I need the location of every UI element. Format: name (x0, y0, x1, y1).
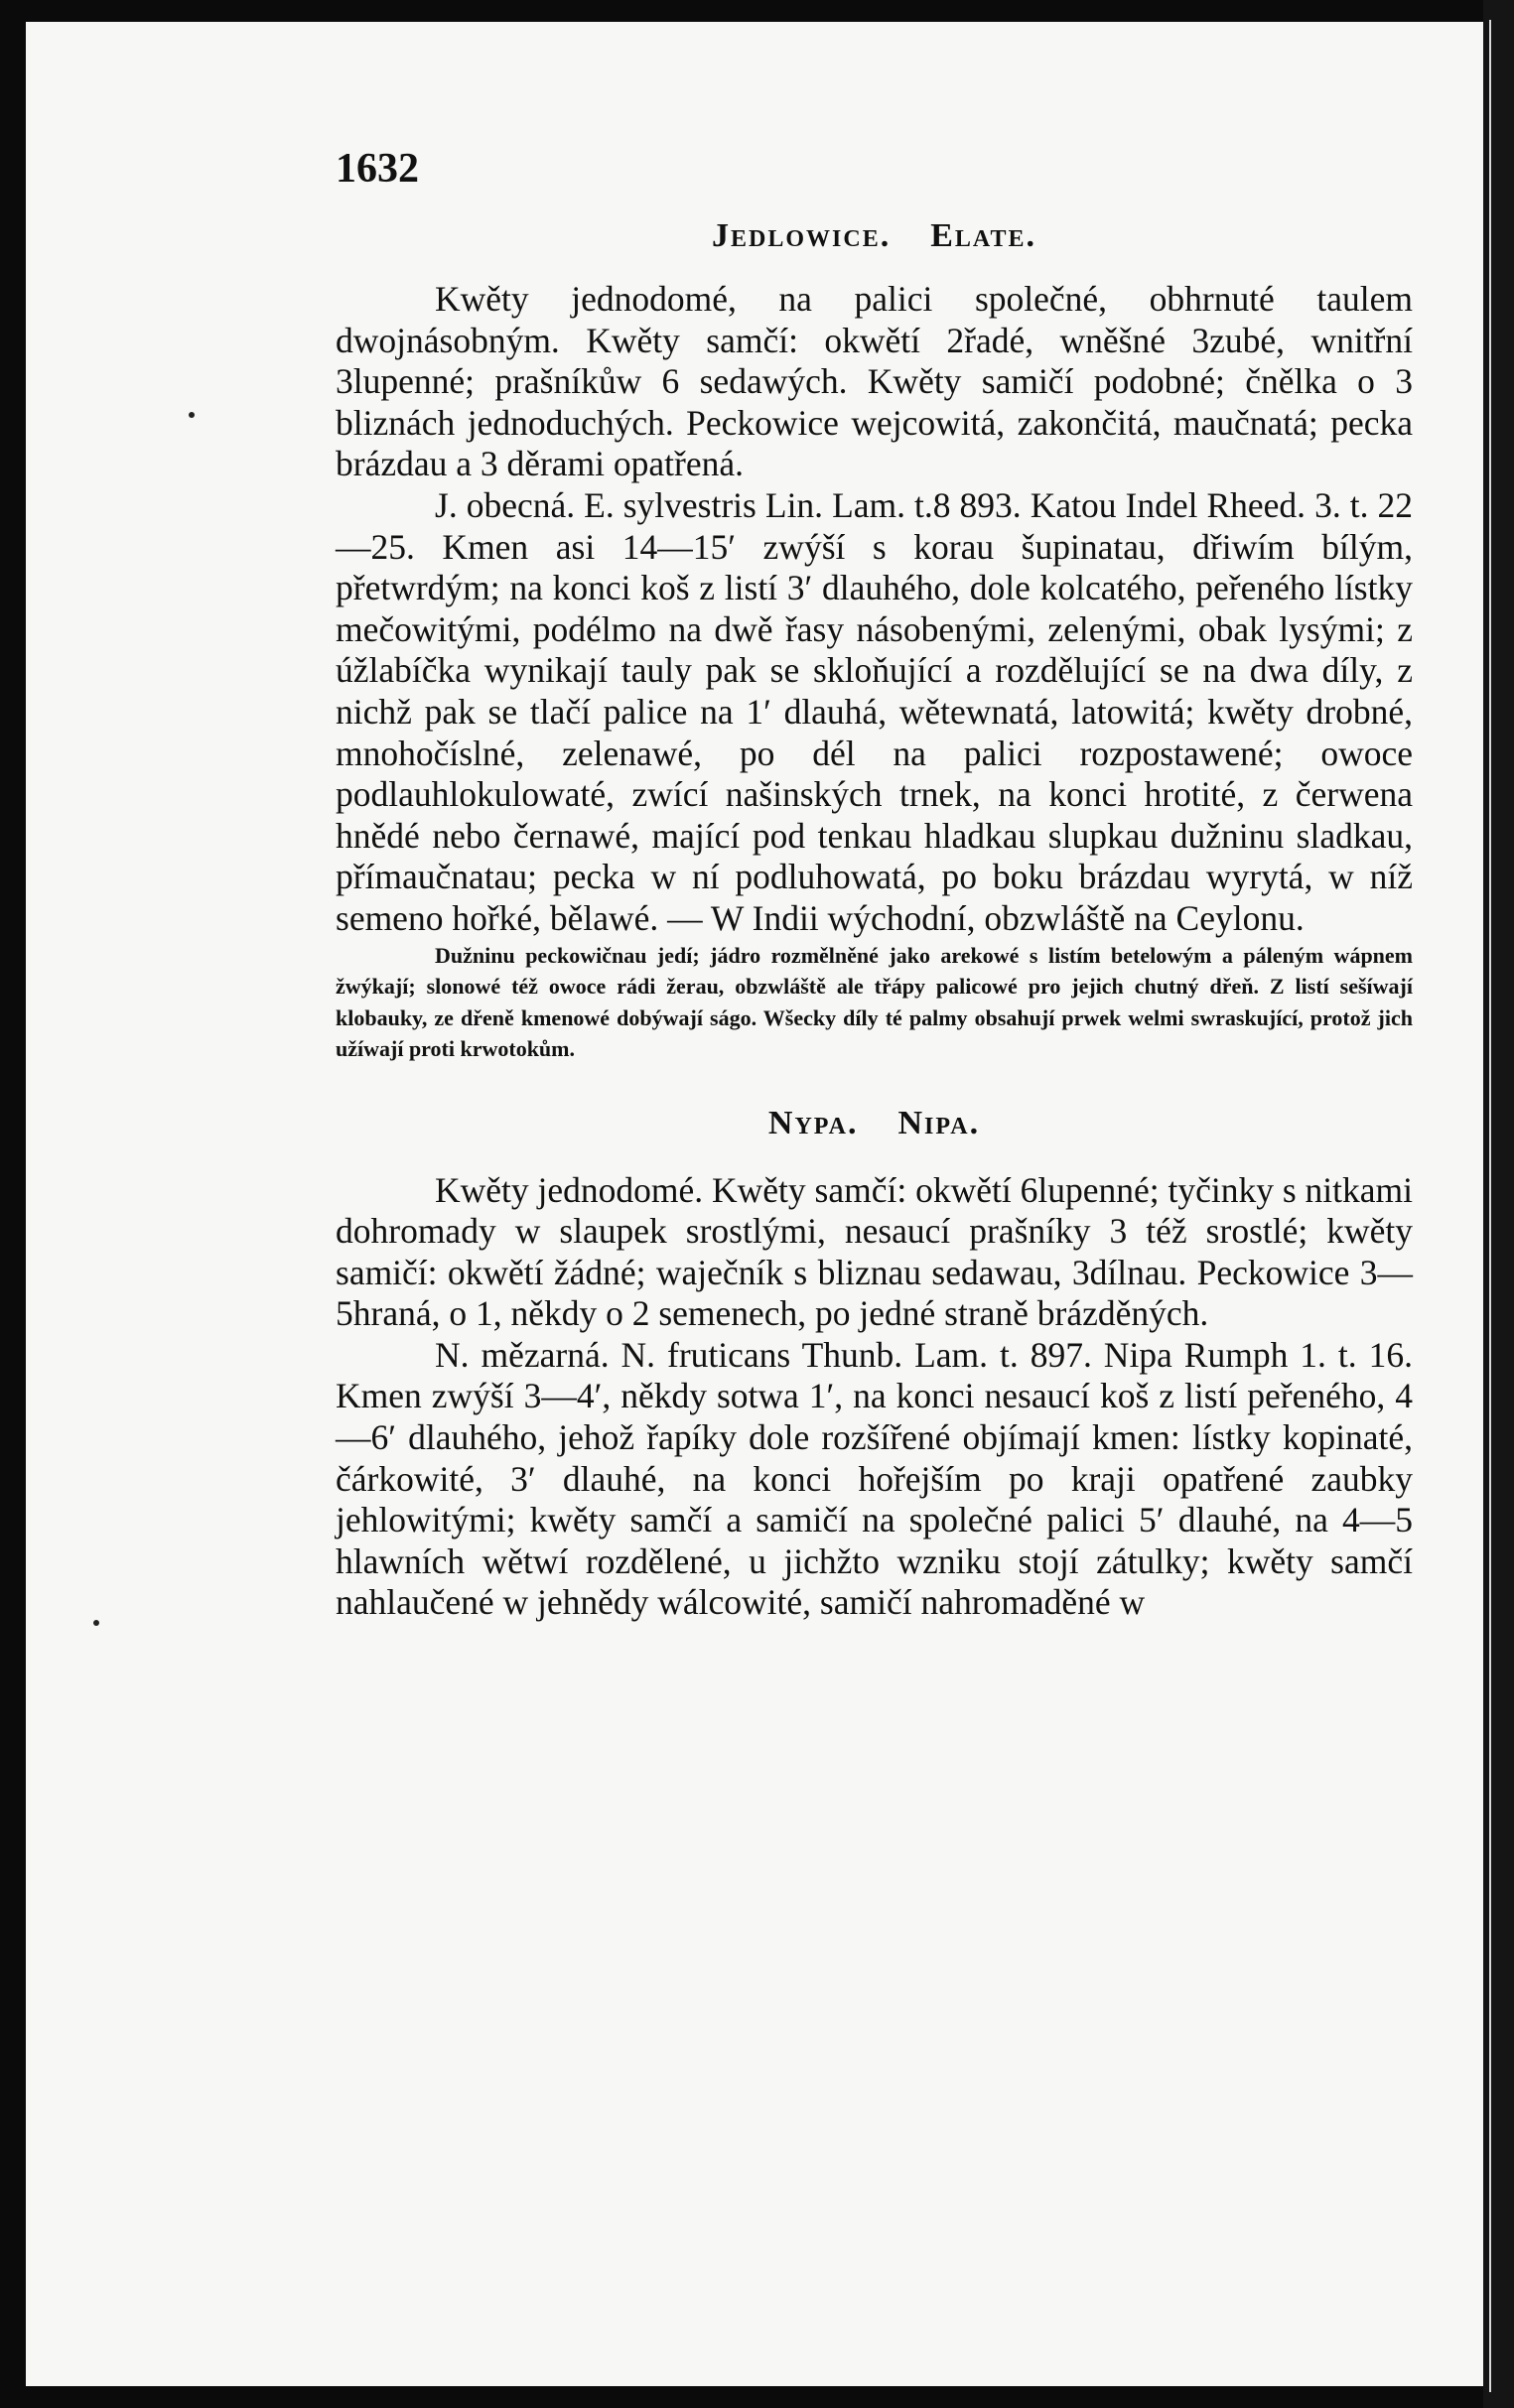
heading-czech: Jedlowice. (712, 217, 892, 254)
section-heading-nipa (336, 1101, 1413, 1146)
heading-latin: Nipa. (897, 1104, 981, 1141)
heading-czech: Nypa. (767, 1104, 859, 1141)
scan-edge (1483, 0, 1514, 2408)
section-heading-elate (336, 213, 1413, 259)
genus-description: Kwěty jednodomé, na palici společné, obhrnuté taulem dwojnásobným. Kwěty samčí: okwětí 2řadé, wněšné 3zubé, wnitřní 3lupenné; prašníkůw 6 sedawých. Kwěty samičí podobné; čnělka o 3 bliznách jednoduchých. Peckowice wejcowitá, zakončitá, maučnatá; pecka brázdau a 3 děrami opatřená. (336, 279, 1413, 484)
genus-description: Kwěty jednodomé. Kwěty samčí: okwětí 6lupenné; tyčinky s nitkami dohromady w slaupek srostlými, nesaucí prašníky 3 též srostlé; kwěty samičí: okwětí žádné; waječník s bliznau sedawau, 3dílnau. Peckowice 3—5hraná, o 1, někdy o 2 semenech, po jedné straně brázděných. (336, 1169, 1413, 1334)
usage-note: Dužninu peckowičnau jedí; jádro rozmělněné jako arekowé s listím betelowým a páleným wápnem žwýkají; slonowé též owoce rádi žerau, obzwláště ale třápy palicowé pro jejich chutný dřeň. Z listí sešíwají klobauky, ze dřeně kmenowé dobýwají ságo. Wšecky díly té palmy obsahují prwek welmi swraskující, protož jich užíwají proti krwotokům. (336, 942, 1413, 1061)
page-content (336, 144, 1413, 1624)
page-number: 1632 (336, 146, 419, 192)
species-description: J. obecná. E. sylvestris Lin. Lam. t.8 893. Katou Indel Rheed. 3. t. 22—25. Kmen asi 14—15′ zwýší s korau šupinatau, dřiwím bílým, přetwrdým; na konci koš z listí 3′ dlauhého, dole kolcatého, peřeného lístky mečowitými, podélmo na dwě řasy násobenými, zelenými, obak lysými; z úžlabíčka wynikají tauly pak se skloňující a rozdělující se na dwa díly, z nichž pak se tlačí palice na 1′ dlauhá, wětewnatá, latowitá; kwěty drobné, mnohočíslné, zelenawé, po dél na palici rozpostawené; owoce podlauhlokulowaté, zwící našinských trnek, na konci hrotité, z čerwena hnědé nebo černawé, mající pod tenkau hladkau slupkau dužninu sladkau, přímaučnatau; pecka w ní podluhowatá, po boku brázdau wyrytá, w níž semeno hořké, bělawé. — W Indii wýchodní, obzwláště na Ceylonu. (336, 484, 1413, 938)
species-description: N. mězarná. N. fruticans Thunb. Lam. t. 897. Nipa Rumph 1. t. 16. Kmen zwýší 3—4′, někdy sotwa 1′, na konci nesaucí koš z listí peřeného, 4—6′ dlauhého, jehož řapíky dole rozšířené objímají kmen: lístky kopinaté, čárkowité, 3′ dlauhé, na konci hořejším po kraji opatřené zaubky jehlowitými; kwěty samčí a samičí na společné palici 5′ dlauhé, na 4—5 hlawních wětwí rozdělené, u jichžto wzniku stojí zátulky; kwěty samčí nahlaučené w jehnědy wálcowité, samičí nahromaděné w (336, 1334, 1413, 1623)
scan-speck (93, 1620, 99, 1626)
heading-latin: Elate. (930, 217, 1036, 254)
scan-speck (189, 412, 195, 418)
